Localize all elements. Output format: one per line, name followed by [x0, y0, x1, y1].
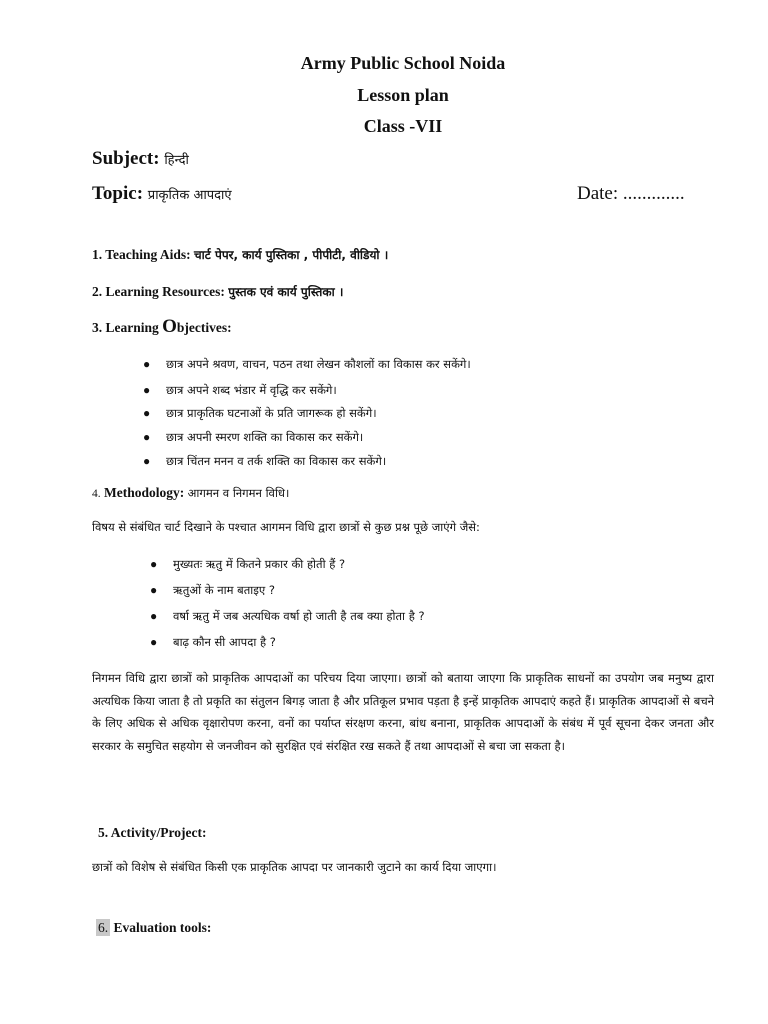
question-text: वर्षा ऋतु में जब अत्यधिक वर्षा हो जाती है तब क्या होता है ? [173, 609, 425, 623]
date-value: ............. [622, 183, 685, 204]
teaching-aids-label: 1. Teaching Aids: [92, 247, 191, 262]
topic-label: Topic: [92, 183, 144, 204]
activity-text: छात्रों को विशेष से संबंधित किसी एक प्राकृतिक आपदा पर जानकारी जुटाने का कार्य दिया जाएगा। [92, 860, 497, 874]
subject-value: हिन्दी [164, 153, 189, 168]
bullet-icon: ● [143, 406, 151, 420]
methodology-label: Methodology: [104, 485, 185, 500]
subject-line [92, 148, 189, 170]
activity-heading: 5. Activity/Project: [98, 825, 207, 840]
learning-resources-value: पुस्तक एवं कार्य पुस्तिका । [228, 285, 344, 299]
learning-resources-line [92, 283, 343, 300]
methodology-line [92, 485, 289, 501]
bullet-icon: ● [150, 583, 158, 597]
teaching-aids-line [92, 246, 388, 263]
evaluation-label: Evaluation tools: [110, 920, 212, 935]
subject-label: Subject: [92, 148, 160, 169]
bullet-icon: ● [150, 635, 158, 649]
methodology-number: 4. [92, 488, 101, 500]
bullet-icon: ● [143, 430, 151, 444]
lesson-plan-title: Lesson plan [357, 85, 449, 105]
learning-objectives-label-suffix: bjectives: [176, 320, 232, 335]
evaluation-heading [96, 920, 211, 936]
learning-objectives-label-big: O [162, 316, 177, 337]
methodology-value: आगमन व निगमन विधि। [187, 486, 290, 500]
school-name: Army Public School Noida [300, 53, 506, 73]
learning-objectives-label-prefix: 3. Learning [92, 320, 163, 335]
bullet-icon: ● [150, 609, 158, 623]
date-line [577, 183, 685, 205]
objective-text: छात्र अपने शब्द भंडार में वृद्धि कर सकेंगे। [166, 383, 337, 397]
bullet-icon: ● [150, 557, 158, 571]
learning-resources-label: 2. Learning Resources: [92, 284, 225, 299]
bullet-icon: ● [143, 357, 151, 371]
objective-text: छात्र अपने श्रवण, वाचन, पठन तथा लेखन कौशलों का विकास कर सकेंगे। [166, 357, 471, 371]
learning-objectives-heading [92, 316, 232, 338]
question-text: ऋतुओं के नाम बताइए ? [173, 583, 276, 597]
objective-text: छात्र प्राकृतिक घटनाओं के प्रति जागरूक हो सकेंगे। [166, 406, 377, 420]
methodology-paragraph: निगमन विधि द्वारा छात्रों को प्राकृतिक आपदाओं का परिचय दिया जाएगा। छात्रों को बताया जाएगा कि प्राकृतिक साधनों का उपयोग जब मनुष्य द्वारा अत्यधिक किया जाता है तो प्रकृति का संतुलन बिगड़ जाता है और प्रतिकूल प्रभाव पड़ता है इन्हें प्राकृतिक आपदाएं कहते हैं। प्राकृतिक आपदाओं से बचने के लिए अधिक से अधिक वृक्षारोपण करना, वनों का पर्याप्त संरक्षण करना, बांध बनाना, प्राकृतिक आपदाओं के संबंध में पूर्व सूचना देकर जनता और सरकार के समुचित सहयोग से जनजीवन को सुरक्षित एवं संरक्षित रख सकते हैं तथा आपदाओं से बचा जा सकता है। [92, 671, 714, 753]
methodology-intro: विषय से संबंधित चार्ट दिखाने के पश्चात आगमन विधि द्वारा छात्रों से कुछ प्रश्न पूछे जाएंगे जैसे: [92, 520, 480, 534]
evaluation-number: 6. [98, 920, 109, 935]
teaching-aids-value: चार्ट पेपर, कार्य पुस्तिका , पीपीटी, वीडियो । [194, 248, 389, 262]
question-text: बाढ़ कौन सी आपदा है ? [173, 635, 276, 649]
bullet-icon: ● [143, 383, 151, 397]
topic-line [92, 183, 232, 205]
date-label: Date: [577, 183, 619, 204]
question-text: मुख्यतः ऋतु में कितने प्रकार की होती हैं ? [173, 557, 346, 571]
topic-value: प्राकृतिक आपदाएं [147, 188, 232, 203]
objective-text: छात्र चिंतन मनन व तर्क शक्ति का विकास कर सकेंगे। [166, 454, 387, 468]
objective-text: छात्र अपनी स्मरण शक्ति का विकास कर सकेंगे। [166, 430, 364, 444]
bullet-icon: ● [143, 454, 151, 468]
class-title: Class -VII [363, 116, 443, 136]
